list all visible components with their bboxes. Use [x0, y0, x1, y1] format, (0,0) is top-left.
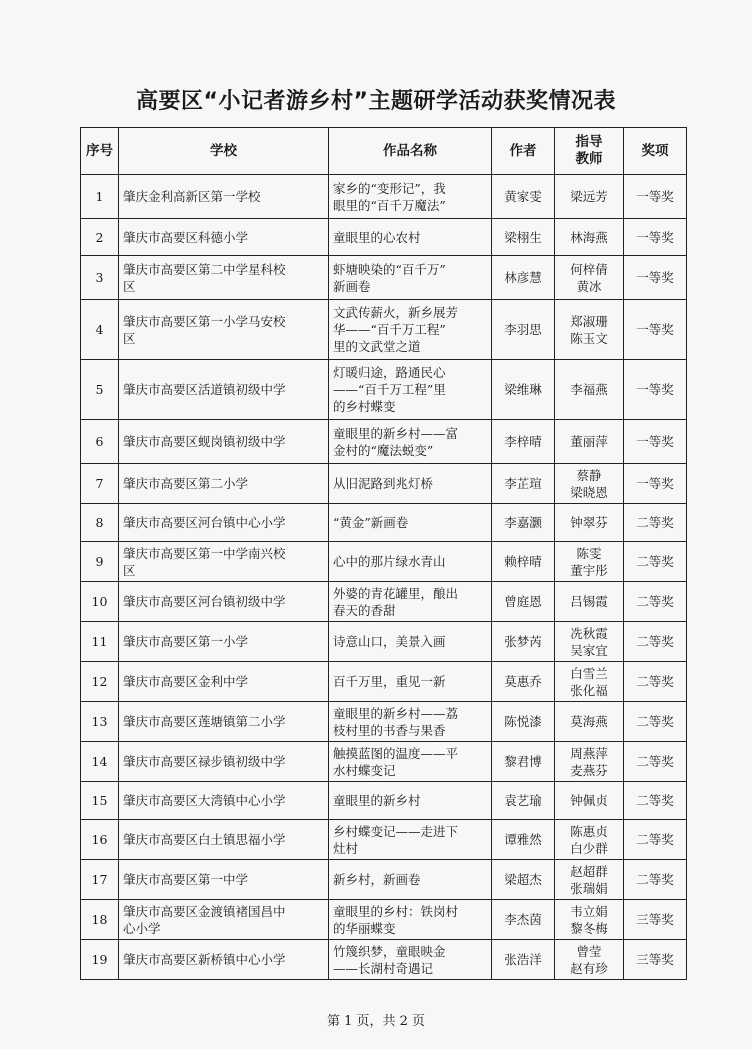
- table-row: [81, 820, 687, 860]
- cell-author: 李羽思: [492, 300, 555, 360]
- cell-school: 肇庆市高要区蚬岗镇初级中学: [119, 420, 329, 464]
- cell-school: 肇庆市高要区第二小学: [119, 464, 329, 504]
- cell-work: 童眼里的新乡村: [329, 782, 492, 820]
- cell-author: 陈悦漆: [492, 702, 555, 742]
- header-author: 作者: [492, 128, 555, 175]
- cell-author: 李嘉灏: [492, 504, 555, 542]
- cell-author: 林彦慧: [492, 256, 555, 300]
- cell-index: 19: [81, 940, 119, 980]
- cell-award: 二等奖: [624, 782, 687, 820]
- table-row: [81, 542, 687, 582]
- table-row: [81, 175, 687, 219]
- cell-work: 外婆的青花罐里，酿出 春天的香甜: [329, 582, 492, 622]
- cell-teacher: 周燕萍 麦燕芬: [555, 742, 624, 782]
- cell-teacher: 曾莹 赵有珍: [555, 940, 624, 980]
- cell-index: 15: [81, 782, 119, 820]
- cell-author: 黎君博: [492, 742, 555, 782]
- cell-award: 一等奖: [624, 420, 687, 464]
- cell-author: 李杰茵: [492, 900, 555, 940]
- cell-author: 袁艺瑜: [492, 782, 555, 820]
- cell-award: 二等奖: [624, 542, 687, 582]
- cell-index: 1: [81, 175, 119, 219]
- cell-teacher: 陈惠贞 白少群: [555, 820, 624, 860]
- header-work: 作品名称: [329, 128, 492, 175]
- cell-work: 竹篾织梦，童眼映金 ——长湖村奇遇记: [329, 940, 492, 980]
- cell-index: 11: [81, 622, 119, 662]
- cell-award: 三等奖: [624, 900, 687, 940]
- cell-teacher: 林海燕: [555, 219, 624, 256]
- cell-work: 百千万里，重见一新: [329, 662, 492, 702]
- cell-school: 肇庆市高要区第一小学: [119, 622, 329, 662]
- cell-work: 童眼里的新乡村——荔 枝村里的书香与果香: [329, 702, 492, 742]
- cell-author: 梁维琳: [492, 360, 555, 420]
- table-row: [81, 702, 687, 742]
- cell-teacher: 钟佩贞: [555, 782, 624, 820]
- cell-work: “黄金”新画卷: [329, 504, 492, 542]
- cell-teacher: 白雪兰 张化福: [555, 662, 624, 702]
- table-row: [81, 504, 687, 542]
- cell-work: 乡村蝶变记——走进下 灶村: [329, 820, 492, 860]
- cell-teacher: 郑淑珊 陈玉文: [555, 300, 624, 360]
- cell-index: 10: [81, 582, 119, 622]
- cell-index: 14: [81, 742, 119, 782]
- cell-award: 二等奖: [624, 582, 687, 622]
- cell-award: 一等奖: [624, 219, 687, 256]
- page-footer: 第 1 页，共 2 页: [326, 1014, 426, 1029]
- cell-index: 12: [81, 662, 119, 702]
- table-header-row: [81, 128, 687, 175]
- cell-work: 新乡村，新画卷: [329, 860, 492, 900]
- cell-work: 从旧泥路到兆灯桥: [329, 464, 492, 504]
- cell-school: 肇庆市高要区大湾镇中心小学: [119, 782, 329, 820]
- cell-award: 二等奖: [624, 702, 687, 742]
- cell-index: 13: [81, 702, 119, 742]
- table-row: [81, 622, 687, 662]
- table-row: [81, 860, 687, 900]
- cell-author: 张梦芮: [492, 622, 555, 662]
- cell-author: 梁栩生: [492, 219, 555, 256]
- cell-index: 5: [81, 360, 119, 420]
- cell-award: 一等奖: [624, 360, 687, 420]
- cell-teacher: 吕锡霞: [555, 582, 624, 622]
- cell-school: 肇庆市高要区活道镇初级中学: [119, 360, 329, 420]
- table-row: [81, 782, 687, 820]
- cell-teacher: 董丽萍: [555, 420, 624, 464]
- cell-author: 莫惠乔: [492, 662, 555, 702]
- cell-award: 二等奖: [624, 860, 687, 900]
- cell-index: 6: [81, 420, 119, 464]
- cell-teacher: 李福燕: [555, 360, 624, 420]
- cell-award: 一等奖: [624, 464, 687, 504]
- table-row: [81, 464, 687, 504]
- cell-award: 二等奖: [624, 662, 687, 702]
- cell-teacher: 梁远芳: [555, 175, 624, 219]
- cell-school: 肇庆市高要区第一中学: [119, 860, 329, 900]
- cell-school: 肇庆市高要区科德小学: [119, 219, 329, 256]
- cell-school: 肇庆金利高新区第一学校: [119, 175, 329, 219]
- table-row: [81, 300, 687, 360]
- cell-teacher: 莫海燕: [555, 702, 624, 742]
- header-teacher: 指导 教师: [555, 128, 624, 175]
- cell-work: 童眼里的乡村：铁岗村 的华丽蝶变: [329, 900, 492, 940]
- cell-teacher: 钟翠芬: [555, 504, 624, 542]
- cell-teacher: 陈雯 董宇彤: [555, 542, 624, 582]
- cell-school: 肇庆市高要区莲塘镇第二小学: [119, 702, 329, 742]
- cell-work: 诗意山口，美景入画: [329, 622, 492, 662]
- cell-teacher: 冼秋霞 吴家宜: [555, 622, 624, 662]
- cell-index: 3: [81, 256, 119, 300]
- cell-work: 文武传薪火，新乡展芳 华——“百千万工程” 里的文武堂之道: [329, 300, 492, 360]
- cell-author: 黄家雯: [492, 175, 555, 219]
- cell-award: 三等奖: [624, 940, 687, 980]
- cell-work: 童眼里的心农村: [329, 219, 492, 256]
- cell-school: 肇庆市高要区白土镇思福小学: [119, 820, 329, 860]
- cell-author: 赖梓晴: [492, 542, 555, 582]
- cell-award: 二等奖: [624, 504, 687, 542]
- cell-work: 触摸蓝图的温度——平 水村蝶变记: [329, 742, 492, 782]
- table-row: [81, 900, 687, 940]
- cell-award: 二等奖: [624, 742, 687, 782]
- cell-teacher: 何梓倩 黄冰: [555, 256, 624, 300]
- cell-school: 肇庆市高要区河台镇初级中学: [119, 582, 329, 622]
- table-row: [81, 420, 687, 464]
- cell-author: 谭雅然: [492, 820, 555, 860]
- cell-award: 二等奖: [624, 820, 687, 860]
- cell-work: 虾塘映染的“百千万” 新画卷: [329, 256, 492, 300]
- cell-school: 肇庆市高要区金渡镇褚国昌中 心小学: [119, 900, 329, 940]
- table-row: [81, 662, 687, 702]
- cell-work: 心中的那片绿水青山: [329, 542, 492, 582]
- cell-school: 肇庆市高要区河台镇中心小学: [119, 504, 329, 542]
- cell-index: 7: [81, 464, 119, 504]
- cell-school: 肇庆市高要区第二中学星科校 区: [119, 256, 329, 300]
- table-row: [81, 582, 687, 622]
- cell-school: 肇庆市高要区金利中学: [119, 662, 329, 702]
- cell-work: 灯暖归途，路通民心 ——“百千万工程”里 的乡村蝶变: [329, 360, 492, 420]
- cell-teacher: 韦立娟 黎冬梅: [555, 900, 624, 940]
- header-award: 奖项: [624, 128, 687, 175]
- page-title: 高要区“小记者游乡村”主题研学活动获奖情况表: [136, 89, 616, 114]
- cell-index: 17: [81, 860, 119, 900]
- cell-award: 一等奖: [624, 300, 687, 360]
- cell-school: 肇庆市高要区第一中学南兴校 区: [119, 542, 329, 582]
- cell-teacher: 赵超群 张瑞娟: [555, 860, 624, 900]
- cell-author: 曾庭恩: [492, 582, 555, 622]
- cell-author: 张浩洋: [492, 940, 555, 980]
- cell-index: 9: [81, 542, 119, 582]
- award-table: [80, 127, 687, 980]
- cell-award: 二等奖: [624, 622, 687, 662]
- table-row: [81, 360, 687, 420]
- header-index: 序号: [81, 128, 119, 175]
- table-row: [81, 256, 687, 300]
- table-row: [81, 219, 687, 256]
- table-row: [81, 940, 687, 980]
- cell-author: 李芷瑄: [492, 464, 555, 504]
- cell-teacher: 蔡静 梁晓恩: [555, 464, 624, 504]
- header-school: 学校: [119, 128, 329, 175]
- cell-author: 梁超杰: [492, 860, 555, 900]
- cell-index: 16: [81, 820, 119, 860]
- cell-work: 家乡的“变形记”，我 眼里的“百千万魔法”: [329, 175, 492, 219]
- cell-work: 童眼里的新乡村——富 金村的“魔法蜕变”: [329, 420, 492, 464]
- cell-school: 肇庆市高要区第一小学马安校 区: [119, 300, 329, 360]
- cell-school: 肇庆市高要区禄步镇初级中学: [119, 742, 329, 782]
- cell-index: 18: [81, 900, 119, 940]
- cell-school: 肇庆市高要区新桥镇中心小学: [119, 940, 329, 980]
- cell-award: 一等奖: [624, 256, 687, 300]
- cell-index: 4: [81, 300, 119, 360]
- table-row: [81, 742, 687, 782]
- cell-award: 一等奖: [624, 175, 687, 219]
- cell-author: 李梓晴: [492, 420, 555, 464]
- cell-index: 8: [81, 504, 119, 542]
- cell-index: 2: [81, 219, 119, 256]
